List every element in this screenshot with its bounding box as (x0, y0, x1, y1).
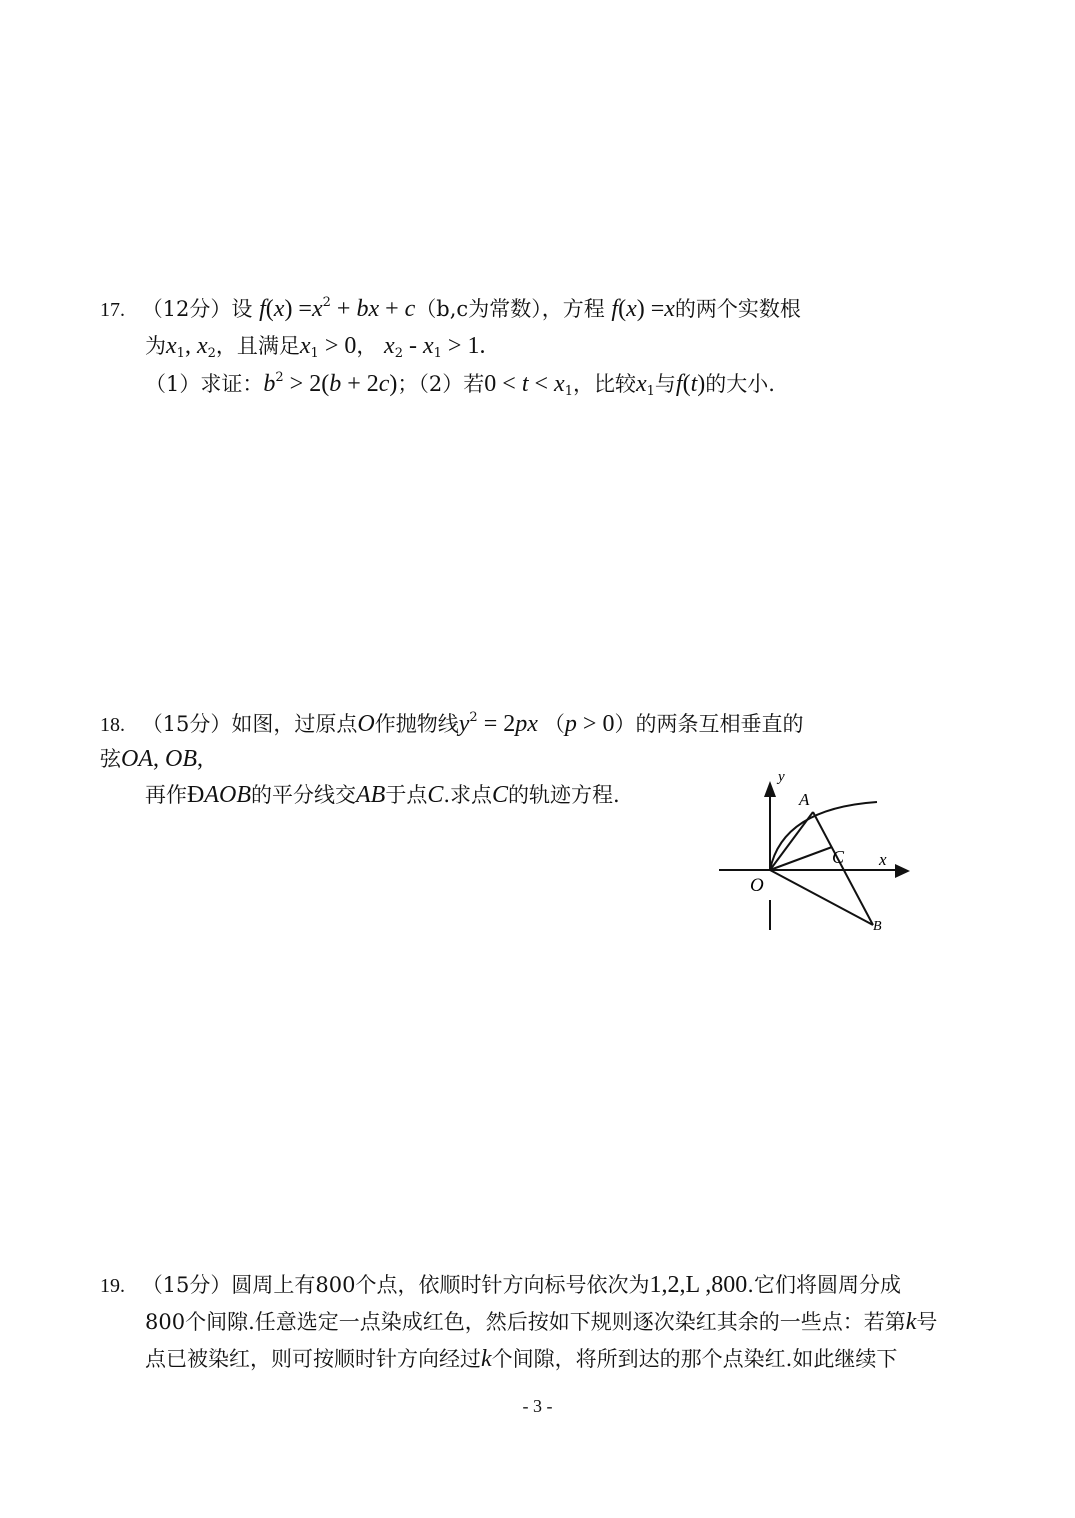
parabola-curve (770, 802, 877, 870)
q17-number: 17. (100, 299, 125, 321)
q17-part2: （2）若 (418, 372, 485, 396)
q18-line2: 弦OA, OB, (100, 746, 203, 772)
q18-line3-d: .求点 (443, 783, 493, 807)
label-y: y (778, 769, 785, 785)
q17-line3: （1）求证：$b^2 > 2(b + 2c)$；（2）若$0 < t < x_1$，比较$x_1$与f(t)的大小. (145, 370, 775, 399)
q18-line3-c: 于点 (385, 783, 428, 807)
q19-line2: 800个间隙.任意选定一点染成红色，然后按如下规则逐次染红其余的一些点：若第k号 (145, 1309, 938, 1335)
q17-part2-end: ，比较 (572, 372, 636, 396)
q19-line3-a: 点已被染红，则可按顺时针方向经过 (145, 1347, 481, 1371)
q19-line3-b: 个间隙，将所到达的那个点染红.如此继续下 (491, 1347, 898, 1371)
q18-line3-a: 再作 (145, 783, 187, 807)
label-x: x (879, 850, 887, 869)
q18-number: 18. (100, 714, 125, 736)
q18-line3-e: 的轨迹方程. (508, 783, 620, 807)
q17-eq-word: ，方程 (541, 297, 605, 321)
page-number: - 3 - (522, 1396, 553, 1416)
q17-line2: 为$x_1$, $x_2$，且满足$x_1 > 0$， $x_2 - x_1 > 1$. (145, 333, 486, 361)
q19-line2-a: 800个间隙.任意选定一点染成红色，然后按如下规则逐次染红其余的一些点：若第 (145, 1310, 906, 1334)
y-axis-arrow-icon (764, 781, 776, 797)
q17-roots-text: 的两个实数根 (674, 297, 801, 321)
q19-seq: 1,2,L ,800 (649, 1272, 748, 1298)
q17-line1: 17. （12分）设 $f(x) =x^2$ + bx + c（b,c为常数），方程 f(x) =x的两个实数根 (100, 295, 801, 322)
label-O: O (750, 875, 764, 896)
q19-line1-a: 圆周上有800个点，依顺时针方向标号依次为 (231, 1273, 650, 1297)
q19-number: 19. (100, 1275, 125, 1297)
q18-intro2: 作抛物线 (374, 712, 459, 736)
q17-line2-prefix: 为 (145, 334, 166, 358)
q18-line3-b: 的平分线交 (251, 783, 356, 807)
q17-part2-tail: 的大小. (705, 372, 775, 396)
label-A: A (799, 790, 810, 809)
x-axis-arrow-icon (895, 864, 910, 878)
label-C: C (832, 847, 845, 867)
q17-points: （12分） (141, 297, 232, 321)
q18-points: （15分） (141, 712, 232, 736)
q17-line2-mid: ，且满足 (215, 334, 300, 358)
q19-points: （15分） (141, 1273, 232, 1297)
q17-part2-with: 与 (654, 372, 676, 396)
q18-line2-text: 弦 (100, 747, 121, 771)
q18-intro: 如图，过原点 (231, 712, 358, 736)
q18-figure (715, 765, 915, 935)
q17-const-note: （b,c为常数） (415, 297, 542, 321)
q18-line1: 18. （15分）如图，过原点O作抛物线$y^2 = 2px$ （p > 0）的两条互相垂直的 (100, 710, 804, 737)
q18-line3: 再作ÐAOB的平分线交AB于点C.求点C的轨迹方程. (145, 782, 620, 808)
q17-intro: 设 (231, 297, 253, 321)
q17-part1: （1）求证： (145, 372, 264, 396)
q19-line3: 点已被染红，则可按顺时针方向经过k个间隙，将所到达的那个点染红.如此继续下 (145, 1346, 898, 1372)
q19-line2-b: 号 (916, 1310, 938, 1334)
q18-cond-end: ）的两条互相垂直的 (614, 712, 804, 736)
q19-line1 (100, 1273, 901, 1297)
label-B: B (873, 919, 882, 934)
q18-cond: （ (543, 712, 565, 736)
q19-line1-b: .它们将圆周分成 (747, 1273, 901, 1297)
